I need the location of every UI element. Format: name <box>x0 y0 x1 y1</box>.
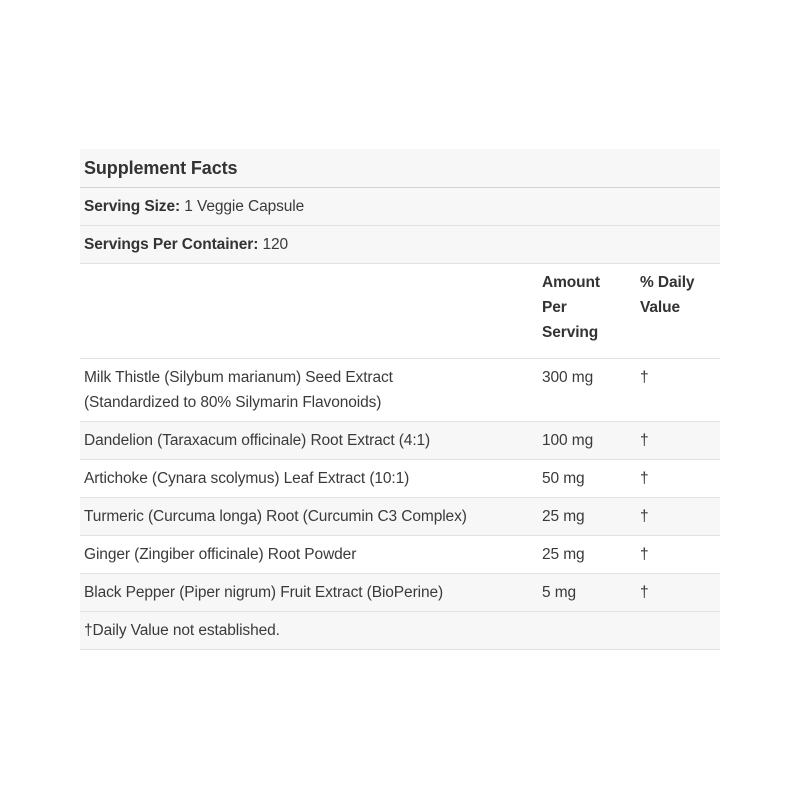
daily-value-header-line1: % Daily <box>640 274 695 291</box>
ingredient-row <box>80 574 720 612</box>
ingredient-daily-value: † <box>638 422 720 460</box>
amount-column-header <box>538 264 638 359</box>
servings-per-container <box>80 226 720 264</box>
ingredient-row <box>80 359 720 422</box>
daily-value-header-line2: Value <box>640 299 680 316</box>
serving-size <box>80 188 720 226</box>
ingredient-daily-value: † <box>638 498 720 536</box>
ingredient-name: Dandelion (Taraxacum officinale) Root Extract (4:1) <box>80 422 538 460</box>
serving-size-value: 1 Veggie Capsule <box>184 198 305 215</box>
ingredient-column-header <box>80 264 538 359</box>
column-header-row <box>80 264 720 359</box>
amount-header-line3: Serving <box>542 324 599 341</box>
ingredient-daily-value: † <box>640 470 649 487</box>
serving-size-row <box>80 188 720 226</box>
ingredient-amount: 25 mg <box>542 546 585 563</box>
amount-header-line1: Amount <box>542 274 600 291</box>
servings-per-container-label: Servings Per Container: <box>84 236 259 253</box>
ingredient-amount: 300 mg <box>542 369 594 386</box>
supplement-facts-table <box>80 149 720 650</box>
ingredient-row <box>80 536 720 574</box>
ingredient-name: Ginger (Zingiber officinale) Root Powder <box>84 546 357 563</box>
ingredient-name: Artichoke (Cynara scolymus) Leaf Extract (10:1) <box>84 470 410 487</box>
ingredient-amount: 5 mg <box>538 574 638 612</box>
ingredient-name: Black Pepper (Piper nigrum) Fruit Extract (BioPerine) <box>80 574 538 612</box>
supplement-facts-title: Supplement Facts <box>80 149 720 188</box>
title-row <box>80 149 720 188</box>
ingredient-amount: 25 mg <box>538 498 638 536</box>
ingredient-name-line2: (Standardized to 80% Silymarin Flavonoids) <box>84 394 382 411</box>
ingredient-name-line1: Milk Thistle (Silybum marianum) Seed Extract <box>84 369 393 386</box>
ingredient-row <box>80 422 720 460</box>
footnote: †Daily Value not established. <box>80 612 720 650</box>
amount-header-line2: Per <box>542 299 567 316</box>
serving-size-label: Serving Size: <box>84 198 181 215</box>
footnote-row <box>80 612 720 650</box>
ingredient-daily-value: † <box>638 574 720 612</box>
ingredient-amount: 50 mg <box>542 470 585 487</box>
ingredient-row <box>80 460 720 498</box>
ingredient-amount: 100 mg <box>538 422 638 460</box>
servings-per-container-row <box>80 226 720 264</box>
ingredient-daily-value: † <box>640 546 649 563</box>
servings-per-container-value: 120 <box>262 236 289 253</box>
ingredient-daily-value: † <box>640 369 649 386</box>
daily-value-column-header <box>638 264 720 359</box>
ingredient-name: Turmeric (Curcuma longa) Root (Curcumin C3 Complex) <box>80 498 538 536</box>
ingredient-row <box>80 498 720 536</box>
ingredient-name <box>80 359 538 422</box>
